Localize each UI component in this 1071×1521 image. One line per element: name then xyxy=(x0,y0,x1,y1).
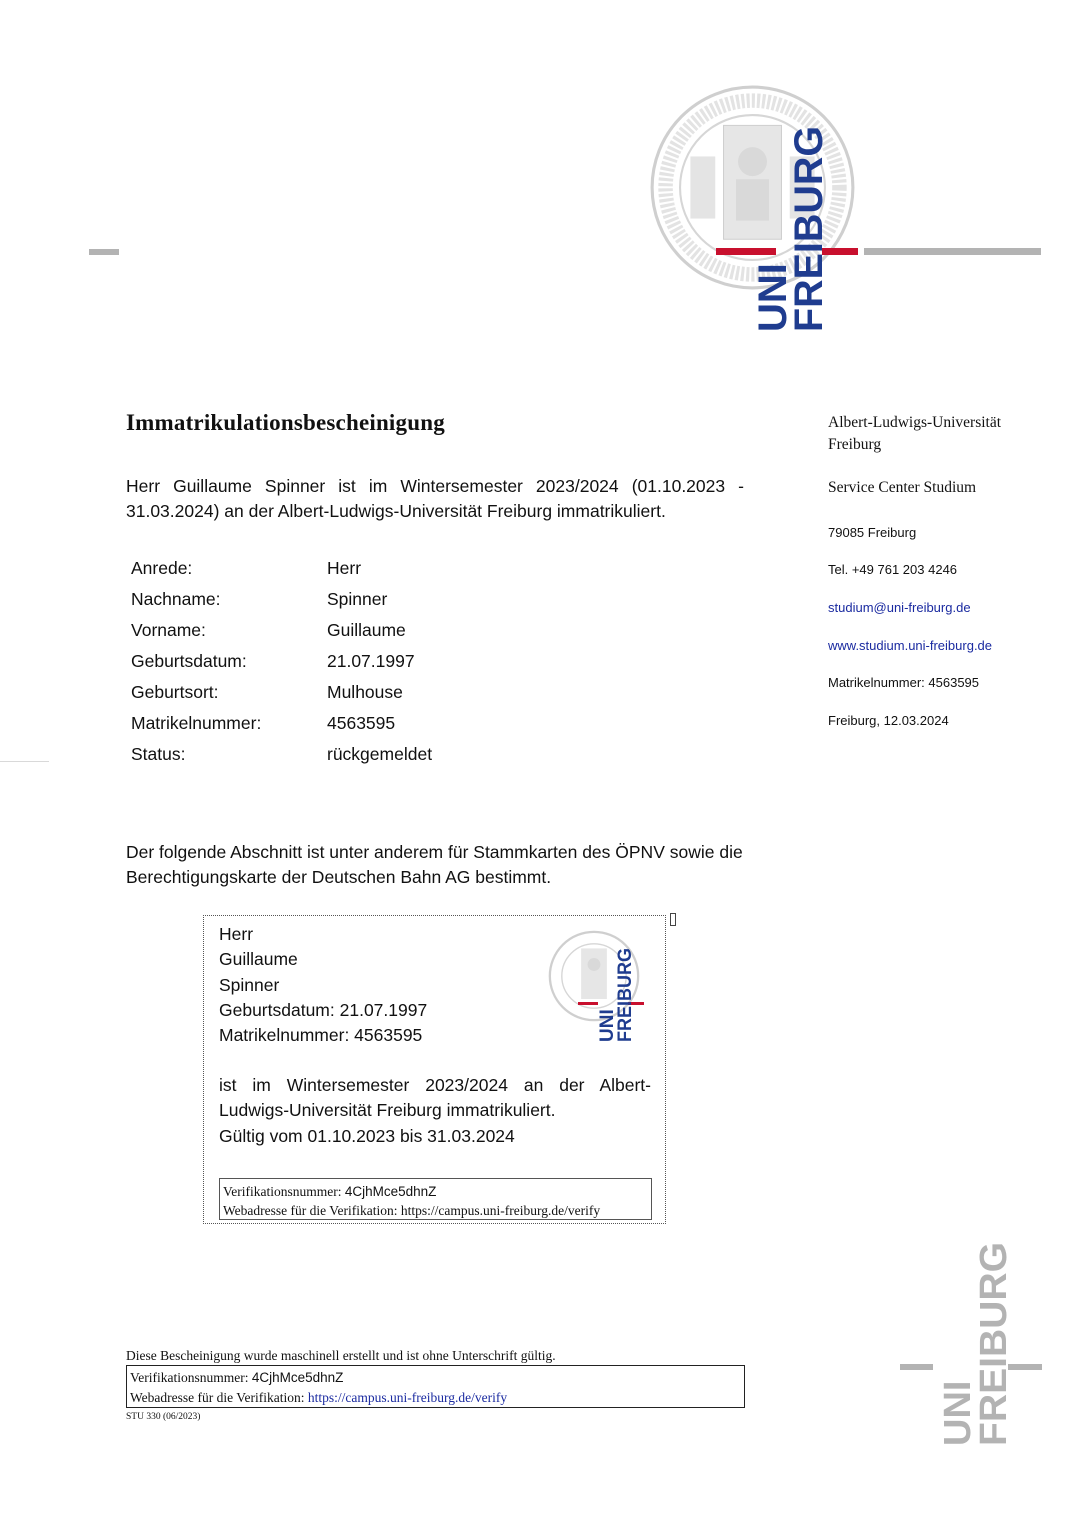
card-verify-label: Verifikationsnummer: xyxy=(223,1184,342,1199)
card-logo-word-uni: UNI xyxy=(597,1009,618,1042)
sidebar-university xyxy=(828,412,1001,456)
logo-word-freiburg: FREIBURG xyxy=(787,123,831,332)
section-intro: Der folgende Abschnitt ist unter anderem für Stammkarten des ÖPNV sowie die Berechtigungskarte der Deutschen Bahn AG bestimmt. xyxy=(126,842,743,887)
fact-label: Geburtsort: xyxy=(131,682,219,702)
footer-webaddress-link[interactable]: https://campus.uni-freiburg.de/verify xyxy=(307,1390,508,1405)
footer-verification-row xyxy=(130,1368,744,1388)
card-logo-word-freiburg: FREIBURG xyxy=(615,942,636,1042)
footer-verify-label: Verifikationsnummer: xyxy=(130,1370,249,1385)
fold-mark xyxy=(0,761,49,762)
gray-logo-word-uni: UNI xyxy=(937,1380,979,1446)
gray-logo-word-freiburg: FREIBURG xyxy=(973,1247,1015,1446)
fact-row xyxy=(131,615,432,646)
header-rule-right xyxy=(864,248,1041,255)
card-firstname: Guillaume xyxy=(219,949,298,970)
sidebar-date: Freiburg, 12.03.2024 xyxy=(828,713,949,728)
card-validity-period: Gültig vom 01.10.2023 bis 31.03.2024 xyxy=(219,1125,515,1146)
fact-row xyxy=(131,646,432,677)
form-code: STU 330 (06/2023) xyxy=(126,1412,201,1422)
fact-label: Nachname: xyxy=(131,589,221,609)
fact-row xyxy=(131,553,432,584)
intro-paragraph: Herr Guillaume Spinner ist im Wintersemester 2023/2024 (01.10.2023 - 31.03.2024) an der Albert-Ludwigs-Universität Freiburg immatrikuliert. xyxy=(126,476,744,521)
uni-freiburg-logo xyxy=(751,123,831,332)
fact-label: Geburtsdatum: xyxy=(131,651,247,671)
footer-note: Diese Bescheinigung wurde maschinell erstellt und ist ohne Unterschrift gültig. xyxy=(126,1348,556,1363)
personal-data-table xyxy=(131,553,432,770)
fact-value: Herr xyxy=(327,558,362,578)
fact-row xyxy=(131,584,432,615)
fact-label: Vorname: xyxy=(131,620,206,640)
fact-value: Mulhouse xyxy=(327,682,403,702)
card-validity xyxy=(219,1073,651,1149)
logo-word-uni: UNI xyxy=(751,263,795,332)
sidebar-postal: 79085 Freiburg xyxy=(828,525,917,540)
fact-label: Matrikelnummer: xyxy=(131,713,262,733)
fact-row xyxy=(131,677,432,708)
fact-label: Status: xyxy=(131,744,186,764)
resize-handle-icon[interactable] xyxy=(670,913,676,926)
card-matrikel: Matrikelnummer: 4563595 xyxy=(219,1025,423,1046)
fact-value: Spinner xyxy=(327,589,388,609)
card-webaddress-label: Webadresse für die Verifikation: xyxy=(223,1203,398,1218)
card-salutation: Herr xyxy=(219,924,254,944)
card-webaddress-row xyxy=(223,1201,651,1220)
fact-value: 21.07.1997 xyxy=(327,651,415,671)
footer-webaddress-row xyxy=(130,1388,744,1408)
card-webaddress-url: https://campus.uni-freiburg.de/verify xyxy=(400,1203,601,1218)
sidebar-service-center: Service Center Studium xyxy=(828,479,977,496)
card-verification-box xyxy=(219,1178,652,1220)
sidebar-university-line2: Freiburg xyxy=(828,436,882,453)
sidebar-university-line1: Albert-Ludwigs-Universität xyxy=(828,414,1002,431)
gray-uni-freiburg-logo xyxy=(900,1240,1042,1450)
footer-webaddress-label: Webadresse für die Verifikation: xyxy=(130,1390,305,1405)
header-rule-left xyxy=(89,249,119,255)
sidebar-phone: Tel. +49 761 203 4246 xyxy=(828,562,958,577)
card-validity-text: ist im Wintersemester 2023/2024 an der Albert-Ludwigs-Universität Freiburg immatrikuliert. xyxy=(219,1075,651,1121)
card-birthdate: Geburtsdatum: 21.07.1997 xyxy=(219,999,428,1020)
footer-verification-box xyxy=(126,1365,745,1408)
card-uni-freiburg-logo xyxy=(596,942,636,1042)
sidebar-website-link[interactable]: www.studium.uni-freiburg.de xyxy=(828,638,993,653)
card-verification-row xyxy=(223,1182,651,1201)
fact-value: rückgemeldet xyxy=(327,744,433,764)
card-person-info xyxy=(219,922,427,1048)
fact-value: 4563595 xyxy=(327,713,396,733)
footer-verify-code: 4CjhMce5dhnZ xyxy=(251,1370,344,1385)
card-logo-red-bar-left xyxy=(578,1002,598,1005)
document-title: Immatrikulationsbescheinigung xyxy=(126,410,445,435)
fact-row xyxy=(131,708,432,739)
card-verify-code: 4CjhMce5dhnZ xyxy=(344,1184,437,1199)
fact-label: Anrede: xyxy=(131,558,193,578)
sidebar-email-link[interactable]: studium@uni-freiburg.de xyxy=(828,600,971,615)
fact-value: Guillaume xyxy=(327,620,406,640)
card-lastname: Spinner xyxy=(219,974,280,995)
fact-row xyxy=(131,739,432,770)
sidebar-matrikel: Matrikelnummer: 4563595 xyxy=(828,675,980,690)
